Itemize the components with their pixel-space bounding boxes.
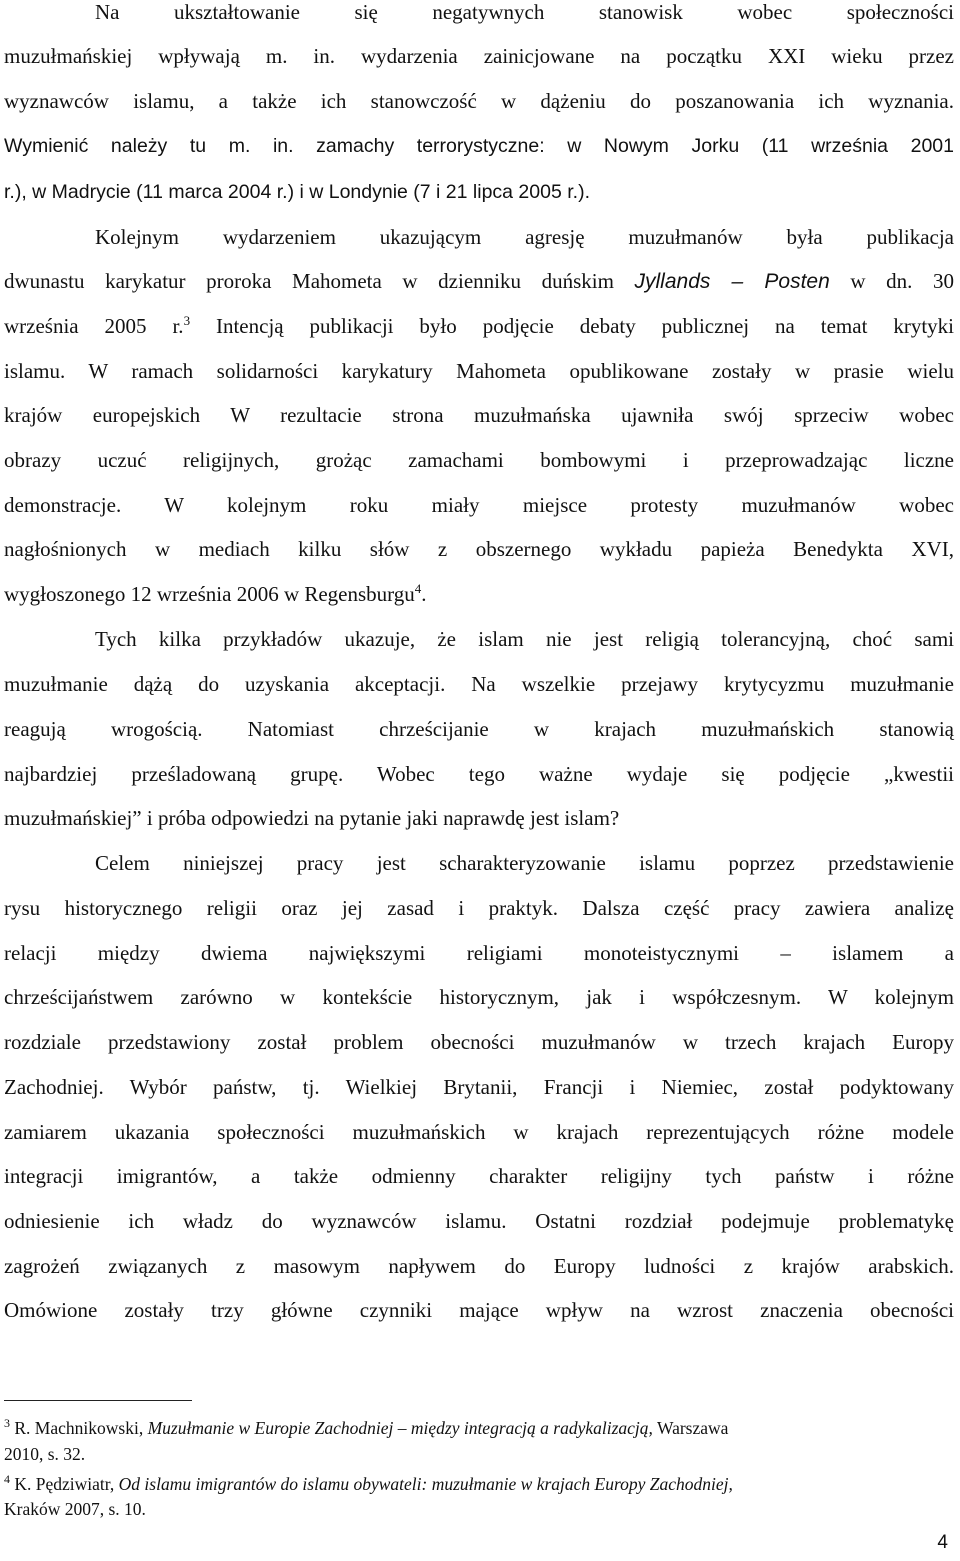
paragraph-4-line-2: rysu historycznego religii oraz jej zasad i praktyk. Dalsza część pracy zawiera analizę <box>4 896 954 920</box>
paragraph-2-line-5: krajów europejskich W rezultacie strona muzułmańska ujawniła swój sprzeciw wobec <box>4 403 954 427</box>
footnote-ref-3[interactable]: 3 <box>183 313 191 328</box>
paragraph-4-line-9: odniesienie ich władz do wyznawców islamu. Ostatni rozdział podejmuje problematykę <box>4 1209 954 1233</box>
paragraph-2-line-2 <box>4 269 954 294</box>
footnote-4 <box>4 1474 954 1494</box>
paragraph-3-line-1: Tych kilka przykładów ukazuje, że islam nie jest religią tolerancyjną, choć sami <box>95 627 954 651</box>
footnote-4-author: K. Pędziwiatr, <box>10 1474 119 1494</box>
footnote-ref-4[interactable]: 4 <box>414 581 422 596</box>
paragraph-2-line-3 <box>4 314 954 338</box>
paragraph-4-line-5: rozdziale przedstawiony został problem obecności muzułmanów w trzech krajach Europy <box>4 1030 954 1054</box>
paragraph-2-line-1: Kolejnym wydarzeniem ukazującym agresję muzułmanów była publikacja <box>95 225 954 249</box>
newspaper-title: Jyllands – Posten <box>634 270 830 293</box>
paragraph-3-line-5: muzułmańskiej” i próba odpowiedzi na pytanie jaki naprawdę jest islam? <box>4 806 620 830</box>
footnote-4-mark: 4 <box>4 1472 10 1487</box>
footnote-3-place: Warszawa <box>652 1418 729 1438</box>
paragraph-2-line-3-end: Intencją publikacji było podjęcie debaty publicznej na temat krytyki <box>190 314 954 338</box>
paragraph-2-line-6: obrazy uczuć religijnych, grożąc zamachami bombowymi i przeprowadzając liczne <box>4 448 954 472</box>
paragraph-4-line-6: Zachodniej. Wybór państw, tj. Wielkiej Brytanii, Francji i Niemiec, został podyktowany <box>4 1075 954 1099</box>
footnote-4-line-2: Kraków 2007, s. 10. <box>4 1499 146 1519</box>
paragraph-2-line-9-text: wygłoszonego 12 września 2006 w Regensburgu <box>4 582 415 606</box>
page-number: 4 <box>937 1532 948 1553</box>
paragraph-2-line-8: nagłośnionych w mediach kilku słów z obszernego wykładu papieża Benedykta XVI, <box>4 537 954 561</box>
paragraph-2-line-9-end: . <box>421 582 427 606</box>
footnote-4-title: Od islamu imigrantów do islamu obywateli: muzułmanie w krajach Europy Zachodniej, <box>118 1474 733 1494</box>
paragraph-4-line-8: integracji imigrantów, a także odmienny charakter religijny tych państw i różne <box>4 1164 954 1188</box>
paragraph-2-line-2-end: w dn. 30 <box>829 269 954 293</box>
paragraph-1-line-5: r.), w Madrycie (11 marca 2004 r.) i w Londynie (7 i 21 lipca 2005 r.). <box>4 181 590 203</box>
paragraph-2-line-3-text: września 2005 r. <box>4 314 184 338</box>
paragraph-3-line-2: muzułmanie dążą do uzyskania akceptacji. Na wszelkie przejawy krytycyzmu muzułmanie <box>4 672 954 696</box>
footnote-3-title: Muzułmanie w Europie Zachodniej – między integracją a radykalizacją, <box>147 1418 653 1438</box>
paragraph-4-line-4: chrześcijaństwem zarówno w kontekście historycznym, jak i współczesnym. W kolejnym <box>4 985 954 1009</box>
paragraph-2-line-2-text: dwunastu karykatur proroka Mahometa w dzienniku duńskim <box>4 269 635 293</box>
paragraph-4-line-7: zamiarem ukazania społeczności muzułmańskich w krajach reprezentujących różne modele <box>4 1120 954 1144</box>
footnote-3-mark: 3 <box>4 1416 10 1431</box>
paragraph-3-line-3: reagują wrogością. Natomiast chrześcijanie w krajach muzułmańskich stanowią <box>4 717 954 741</box>
paragraph-4-line-11: Omówione zostały trzy główne czynniki mające wpływ na wzrost znaczenia obecności <box>4 1298 954 1322</box>
paragraph-2-line-7: demonstracje. W kolejnym roku miały miejsce protesty muzułmanów wobec <box>4 493 954 517</box>
paragraph-1-line-3: wyznawców islamu, a także ich stanowczość w dążeniu do poszanowania ich wyznania. <box>4 89 954 113</box>
paragraph-3-line-4: najbardziej prześladowaną grupę. Wobec tego ważne wydaje się podjęcie „kwestii <box>4 762 954 786</box>
paragraph-1-line-4: Wymienić należy tu m. in. zamachy terrorystyczne: w Nowym Jorku (11 września 2001 <box>4 135 954 157</box>
footnote-3-line-2: 2010, s. 32. <box>4 1444 86 1464</box>
paragraph-2-line-9 <box>4 582 954 606</box>
paragraph-4-line-10: zagrożeń związanych z masowym napływem do Europy ludności z krajów arabskich. <box>4 1254 954 1278</box>
paragraph-1-line-1: Na ukształtowanie się negatywnych stanowisk wobec społeczności <box>95 0 954 24</box>
footnote-3 <box>4 1418 954 1438</box>
paragraph-4-line-3: relacji między dwiema największymi religiami monoteistycznymi – islamem a <box>4 941 954 965</box>
footnote-separator <box>4 1400 192 1401</box>
footnote-3-author: R. Machnikowski, <box>10 1418 148 1438</box>
paragraph-1-line-2: muzułmańskiej wpływają m. in. wydarzenia zainicjowane na początku XXI wieku przez <box>4 44 954 68</box>
paragraph-4-line-1: Celem niniejszej pracy jest scharakteryzowanie islamu poprzez przedstawienie <box>95 851 954 875</box>
paragraph-2-line-4: islamu. W ramach solidarności karykatury Mahometa opublikowane zostały w prasie wielu <box>4 359 954 383</box>
